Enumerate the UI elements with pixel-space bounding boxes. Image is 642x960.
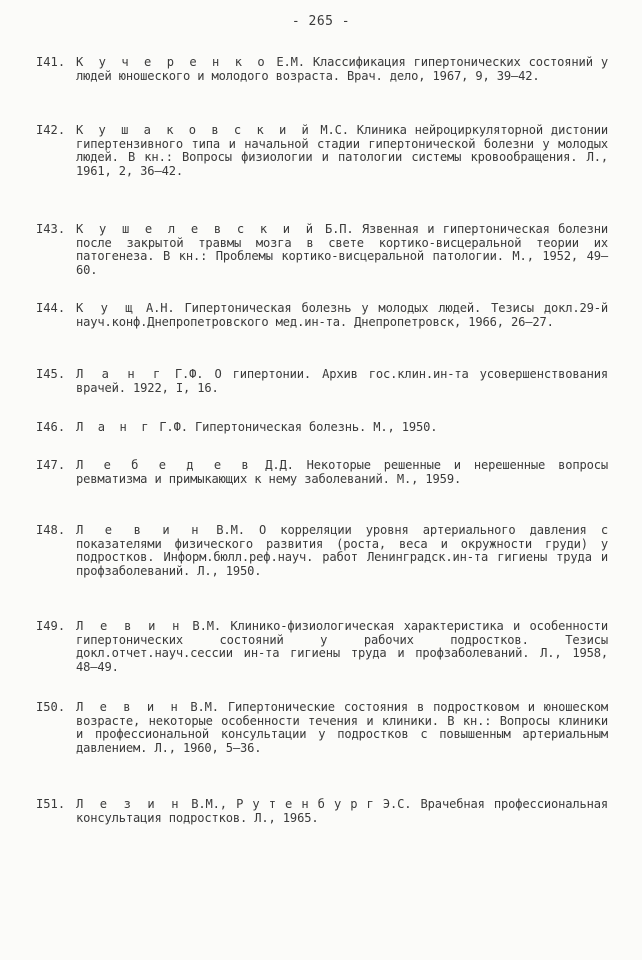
- entry-author: Л а н г: [76, 367, 164, 381]
- entry-text: В.М., Р у т е н б у р г Э.С. Врачебная профессиональная консультация подростков. Л., 1965.: [76, 797, 608, 825]
- entry-text: В.М. Гипертонические состояния в подростковом и юношеском возрасте, некоторые особенности течения и клиники. В кн.: Вопросы клиники и профессиональной консультации у подростков с повышенным артериальным давлением. Л., 1960, 5–36.: [76, 700, 608, 755]
- entry-number: I42.: [36, 123, 66, 137]
- entry-number: I43.: [36, 222, 66, 236]
- entry-number: I48.: [36, 523, 66, 537]
- entry-number: I51.: [36, 797, 66, 811]
- entry-author: Л а н г: [76, 420, 153, 434]
- bibliography-entry: [36, 798, 608, 825]
- entry-text: Д.Д. Некоторые решенные и нерешенные вопросы ревматизма и примыкающих к нему заболеваний. М., 1959.: [76, 458, 608, 486]
- entry-author: К у щ: [76, 301, 137, 315]
- entry-text: Б.П. Язвенная и гипертоническая болезни после закрытой травмы мозга в свете кортико-висцеральной теории их патогенеза. В кн.: Проблемы кортико-висцеральной патологии. М., 1952, 49–60.: [76, 222, 608, 277]
- entry-author: К у ш а к о в с к и й: [76, 123, 313, 137]
- entry-author: Л е в и н: [76, 523, 203, 537]
- bibliography-entry: [36, 620, 608, 674]
- entry-number: I44.: [36, 301, 66, 315]
- entry-author: К у ч е р е н к о: [76, 55, 269, 69]
- entry-author: Л е б е д е в: [76, 458, 253, 472]
- entry-text: А.Н. Гипертоническая болезнь у молодых людей. Тезисы докл.29-й науч.конф.Днепропетровского мед.ин-та. Днепропетровск, 1966, 26–27.: [76, 301, 608, 329]
- bibliography-entry: [36, 701, 608, 755]
- bibliography-entry: [36, 421, 608, 435]
- entry-number: I46.: [36, 420, 66, 434]
- entry-number: I50.: [36, 700, 66, 714]
- page-number: - 265 -: [291, 14, 351, 29]
- entry-number: I49.: [36, 619, 66, 633]
- entry-author: К у ш е л е в с к и й: [76, 222, 317, 236]
- entry-number: I47.: [36, 458, 66, 472]
- entry-number: I45.: [36, 367, 66, 381]
- bibliography-entry: [36, 223, 608, 277]
- entry-text: Е.М. Классификация гипертонических состояний у людей юношеского и молодого возраста. Врач. дело, 1967, 9, 39–42.: [76, 55, 608, 83]
- entry-author: Л е з и н: [76, 797, 183, 811]
- entry-text: М.С. Клиника нейроциркуляторной дистонии гипертензивного типа и начальной стадии гипертонической болезни у молодых людей. В кн.: Вопросы физиологии и патологии системы кровообращения. Л., 1961, 2, 36–42.: [76, 123, 608, 178]
- entry-author: Л е в и н: [76, 700, 182, 714]
- bibliography-entry: [36, 56, 608, 83]
- bibliography-entry: [36, 302, 608, 329]
- entry-text: В.М. Клинико-физиологическая характеристика и особенности гипертонических состояний у рабочих подростков. Тезисы докл.отчет.науч.сессии ин-та гигиены труда и профзаболеваний. Л., 1958, 48–49.: [76, 619, 608, 674]
- entry-author: Л е в и н: [76, 619, 184, 633]
- bibliography-entry: [36, 524, 608, 578]
- bibliography-entry: [36, 459, 608, 486]
- entry-text: Г.Ф. О гипертонии. Архив гос.клин.ин-та усовершенствования врачей. 1922, I, 16.: [76, 367, 609, 395]
- entry-number: I41.: [36, 55, 66, 69]
- bibliography-entry: [36, 368, 608, 395]
- bibliography-entry: [36, 124, 608, 178]
- entry-text: В.М. О корреляции уровня артериального давления с показателями физического развития (роста, веса и окружности груди) у подростков. Информ.бюлл.реф.науч. работ Ленинградск.ин-та гигиены труда и профзаболеваний. Л., 1950.: [76, 523, 608, 578]
- entry-text: Г.Ф. Гипертоническая болезнь. М., 1950.: [152, 420, 438, 434]
